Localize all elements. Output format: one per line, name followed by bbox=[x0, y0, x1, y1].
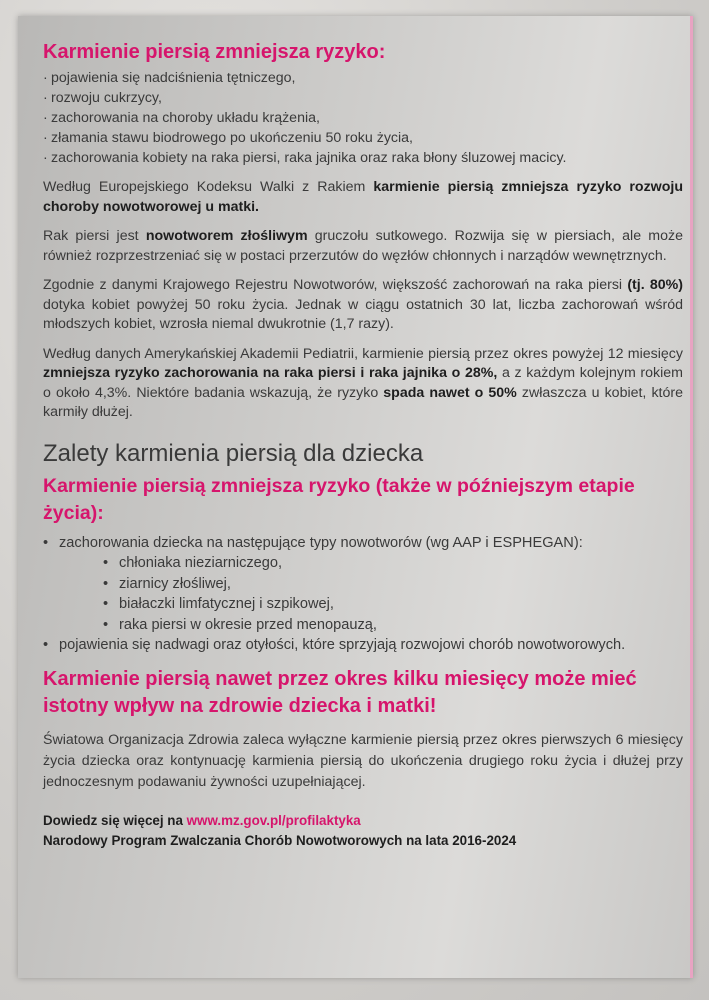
cancer-types-list bbox=[103, 553, 683, 635]
list-item: · zachorowania kobiety na raka piersi, raka jajnika oraz raka błony śluzowej macicy. bbox=[43, 148, 683, 168]
list-item: • chłoniaka nieziarniczego, bbox=[103, 553, 683, 574]
website-link[interactable]: www.mz.gov.pl/profilaktyka bbox=[186, 812, 361, 828]
paragraph-registry: Zgodnie z danymi Krajowego Rejestru Nowotworów, większość zachorowań na raka piersi (tj. 80%) dotyka kobiet powyżej 50 roku życia. Jednak w ciągu ostatnich 30 lat, liczba zachorowań wśród młodszych kobiet, wzrosła niemal dwukrotnie (1,7 razy). bbox=[43, 277, 683, 332]
list-item: • białaczki limfatycznej i szpikowej, bbox=[103, 594, 683, 615]
list-item: · rozwoju cukrzycy, bbox=[43, 88, 683, 108]
program-name: Narodowy Program Zwalczania Chorób Nowotworowych na lata 2016-2024 bbox=[43, 832, 517, 848]
risk-list-mother bbox=[43, 68, 683, 168]
leaflet-content bbox=[43, 40, 683, 851]
section1-heading: Karmienie piersią zmniejsza ryzyko: bbox=[43, 41, 386, 63]
more-info-line: Dowiedz się więcej na www.mz.gov.pl/profilaktyka bbox=[43, 812, 361, 828]
paragraph-breast-cancer: Rak piersi jest nowotworem złośliwym gruczołu sutkowego. Rozwija się w piersiach, ale może również rozprzestrzeniać się w postaci przerzutów do węzłów chłonnych i narządów wewnętrznych. bbox=[43, 228, 684, 264]
footer bbox=[43, 811, 683, 851]
paragraph-who: Światowa Organizacja Zdrowia zaleca wyłączne karmienie piersią przez okres pierwszych 6 miesięcy życia dziecka oraz kontynuację karmienia piersią do ukończenia drugiego roku życia i dłużej przy jednoczesnym podawaniu żywności uzupełniającej. bbox=[43, 731, 683, 790]
section3-heading: Karmienie piersią nawet przez okres kilku miesięcy może mieć istotny wpływ na zdrowie dziecka i matki! bbox=[43, 667, 637, 717]
paragraph-european-code: Według Europejskiego Kodeksu Walki z Rakiem karmienie piersią zmniejsza ryzyko rozwoju choroby nowotworowej u matki. bbox=[43, 179, 683, 215]
list-item: · zachorowania na choroby układu krążenia, bbox=[43, 108, 683, 128]
list-item: • pojawienia się nadwagi oraz otyłości, które sprzyjają rozwojowi chorób nowotworowych. bbox=[43, 635, 683, 656]
list-item: • zachorowania dziecka na następujące typy nowotworów (wg AAP i ESPHEGAN): • chłoniaka nieziarniczego, • ziarnicy złośliwej, • białaczki limfatycznej i szpikowej, • raka piersi w okresie przed menopauzą, bbox=[43, 533, 683, 636]
list-item: • ziarnicy złośliwej, bbox=[103, 574, 683, 595]
section2-title: Zalety karmienia piersią dla dziecka bbox=[43, 439, 424, 467]
list-item: • raka piersi w okresie przed menopauzą, bbox=[103, 615, 683, 636]
risk-list-child bbox=[43, 533, 683, 656]
paragraph-pediatrics: Według danych Amerykańskiej Akademii Pediatrii, karmienie piersią przez okres powyżej 12 miesięcy zmniejsza ryzyko zachorowania na raka piersi i raka jajnika o 28%, a z każdym kolejnym rokiem o około 4,3%. Niektóre badania wskazują, że ryzyko spada nawet o 50% zwłaszcza u kobiet, które karmiły dłużej. bbox=[43, 345, 683, 420]
list-item: · pojawienia się nadciśnienia tętniczego, bbox=[43, 68, 683, 88]
section2-heading: Karmienie piersią zmniejsza ryzyko (także w późniejszym etapie życia): bbox=[43, 474, 635, 524]
list-item: · złamania stawu biodrowego po ukończeniu 50 roku życia, bbox=[43, 128, 683, 148]
